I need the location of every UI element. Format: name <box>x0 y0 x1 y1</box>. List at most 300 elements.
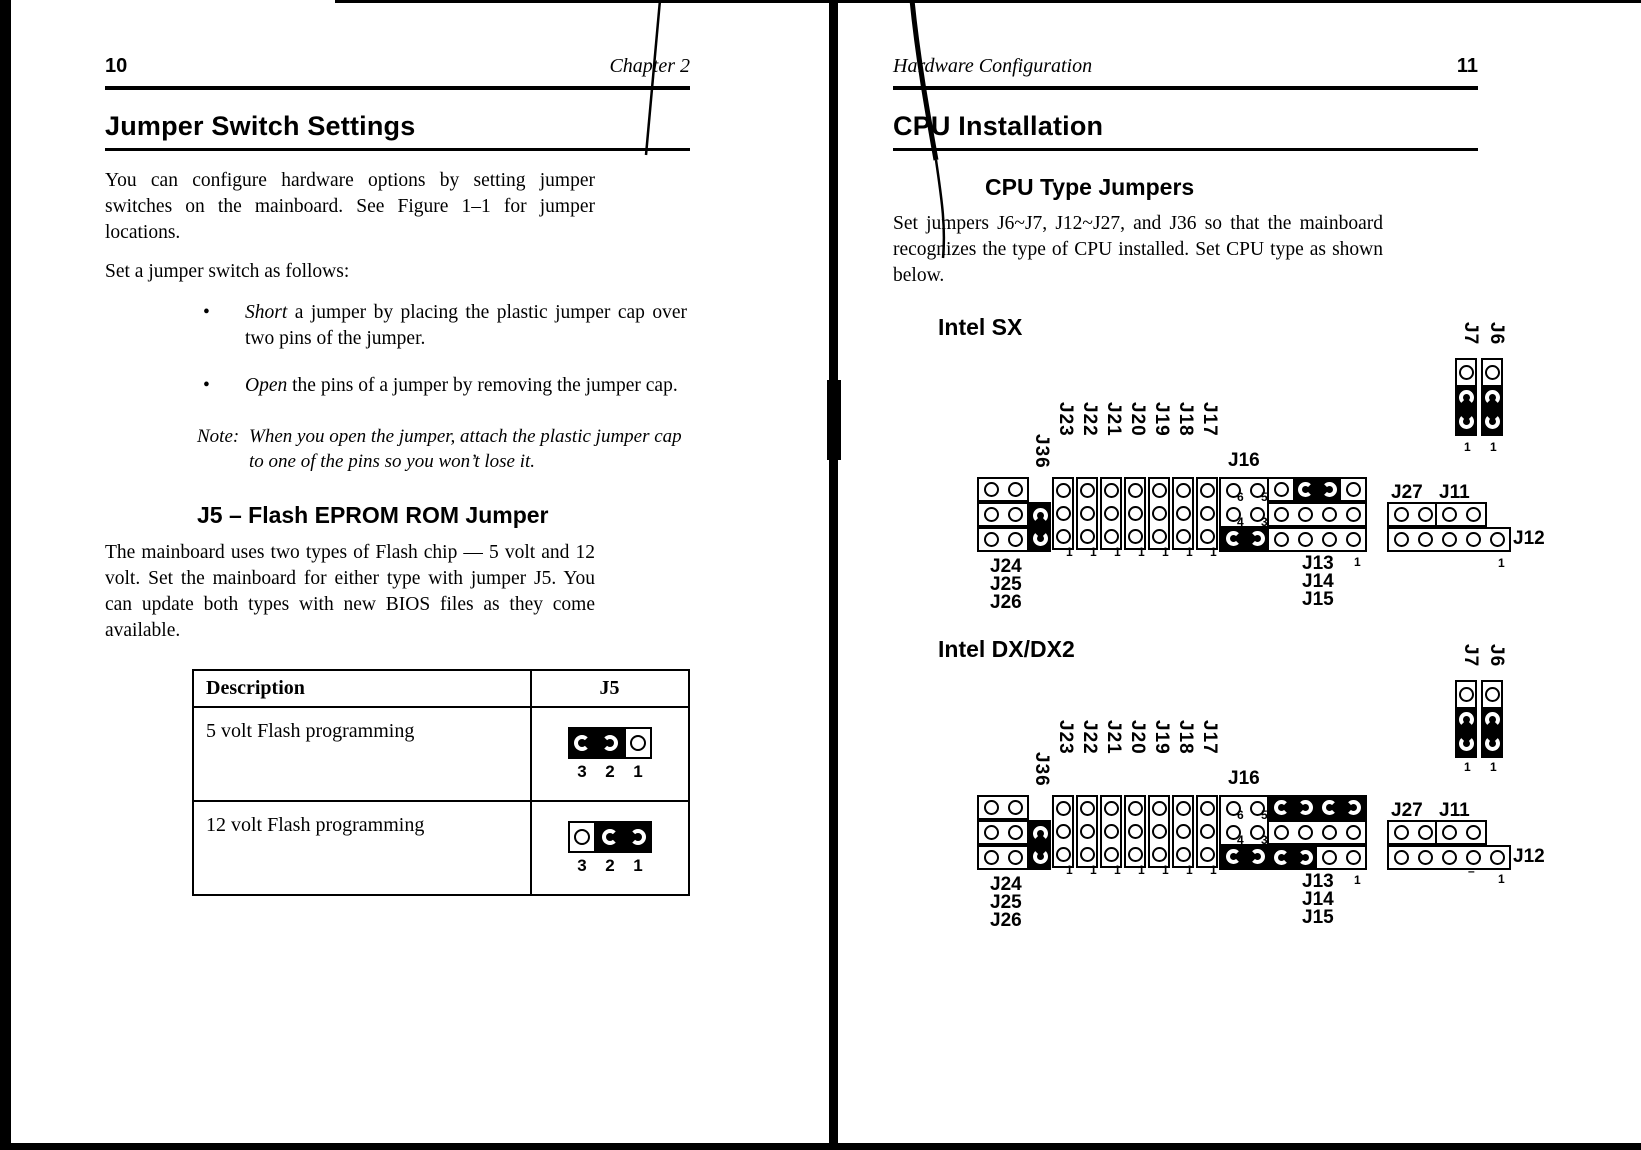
pin-marker-1-dx: 1 <box>1138 863 1145 877</box>
jumper-pin-open <box>1008 850 1023 865</box>
pin-marker-1-dx: 1 <box>1114 863 1121 877</box>
pin-marker-1-sx: 1 <box>1138 545 1145 559</box>
jumper-block-J19-sx <box>1148 477 1170 550</box>
jumper-label-J20-sx: J20 <box>1127 402 1148 437</box>
jumper-pin-open <box>1442 850 1457 865</box>
table-header-row <box>193 670 689 707</box>
jumper-pin-open <box>984 482 999 497</box>
jumper-block-J26-sx <box>977 527 1029 552</box>
pin-marker-3-sx: 3 <box>1261 515 1268 529</box>
jumper-pin-open <box>1152 506 1167 521</box>
jumper-pin-open <box>1080 506 1095 521</box>
jumper-pin-open <box>1466 532 1481 547</box>
jumper-block-J24-sx <box>977 477 1029 502</box>
jumper-graphic <box>568 821 652 853</box>
jumper-cell-cap <box>1293 479 1317 500</box>
pin-marker-–-dx: – <box>1468 864 1475 878</box>
header-rule <box>893 86 1478 90</box>
j5-settings-table <box>192 669 690 896</box>
jumper-label-J19-sx: J19 <box>1151 402 1172 437</box>
jumper-pin-open <box>984 825 999 840</box>
jumper-block-J21-dx <box>1100 795 1122 868</box>
jumper-block-J23-sx <box>1052 477 1074 550</box>
row-description: 5 volt Flash programming <box>193 707 531 801</box>
pin-number: 2 <box>605 761 615 781</box>
jumper-label-J27-sx: J27 <box>1391 482 1423 503</box>
jumper-label-J11-dx: J11 <box>1439 800 1470 821</box>
jumper-pin-open <box>1080 847 1095 862</box>
jumper-pin-open <box>1418 825 1433 840</box>
jumper-pin-open <box>1418 850 1433 865</box>
row-jumper-cell <box>531 801 689 895</box>
pin-numbers <box>533 762 687 782</box>
jumper-cell-open <box>1078 502 1096 525</box>
jumper-cell-open <box>1457 682 1475 707</box>
jumper-block-J17-sx <box>1196 477 1218 550</box>
jumper-pin-open <box>1008 532 1023 547</box>
pin-marker-1-dx: 1 <box>1354 873 1361 887</box>
jumper-label-J7-sx: J7 <box>1460 322 1481 346</box>
jumper-cell-open <box>1174 502 1192 525</box>
jumper-cell-cap <box>1245 844 1269 868</box>
jumper-pin-open <box>1322 507 1337 522</box>
jumper-cap-pin <box>630 829 646 845</box>
jumper-cell-open <box>1198 820 1216 843</box>
bullet-text: Short a jumper by placing the plastic jumper cap over two pins of the jumper. <box>245 302 687 349</box>
jumper-cell-open <box>1269 479 1293 500</box>
jumper-cell-open <box>1437 822 1461 843</box>
jumper-pin-open <box>1080 483 1095 498</box>
jumper-label-J24-sx: J24 <box>990 556 1022 577</box>
table-row <box>193 801 689 895</box>
jumper-cell-open <box>1437 504 1461 525</box>
bullet-text: Open the pins of a jumper by removing the jumper cap. <box>245 375 678 396</box>
jumper-cap-pin <box>1298 800 1313 815</box>
jumper-block-J25-dx <box>977 820 1029 845</box>
jumper-block-J12-sx <box>1387 527 1511 552</box>
jumper-pin-open <box>1104 529 1119 544</box>
jumper-pin-open <box>1346 532 1361 547</box>
jumper-block-J18-sx <box>1172 477 1194 550</box>
pin-marker-1-sx: 1 <box>1354 555 1361 569</box>
jumper-pin-open <box>1080 824 1095 839</box>
row-jumper-cell <box>531 707 689 801</box>
jumper-label-J14-dx: J14 <box>1302 889 1334 910</box>
page-left <box>105 55 690 896</box>
jumper-pin-open <box>1322 532 1337 547</box>
jumper-cap-pin <box>602 735 618 751</box>
chapter-label: Chapter 2 <box>609 55 690 77</box>
jumper-cell-open <box>1102 797 1120 820</box>
jumper-label-J16-dx: J16 <box>1228 768 1260 789</box>
jumper-label-J27-dx: J27 <box>1391 800 1423 821</box>
jumper-label-J24-dx: J24 <box>990 874 1022 895</box>
jumper-pin-open <box>1418 507 1433 522</box>
jumper-cell-open <box>1003 847 1027 868</box>
jumper-pin-open <box>1490 850 1505 865</box>
jumper-cell-cap <box>624 821 652 853</box>
jumper-cap-pin <box>1298 850 1313 865</box>
jumper-pin-open <box>984 800 999 815</box>
jumper-pin-open <box>1080 801 1095 816</box>
pin-marker-1-sx: 1 <box>1464 440 1471 454</box>
jumper-cell-open <box>1054 820 1072 843</box>
pin-marker-1-dx: 1 <box>1498 872 1505 886</box>
jumper-cell-open <box>1269 504 1293 525</box>
scan-edge-top <box>335 0 1641 3</box>
pin-marker-1-dx: 1 <box>1186 863 1193 877</box>
page-number: 11 <box>1456 55 1478 77</box>
jumper-label-J36-dx: J36 <box>1031 752 1052 787</box>
jumper-cap-pin <box>1485 736 1500 751</box>
jumper-pin-open <box>1346 825 1361 840</box>
jumper-cell-cap <box>596 821 624 853</box>
jumper-label-J19-dx: J19 <box>1151 720 1172 755</box>
jumper-block-J36-dx <box>1029 820 1051 870</box>
pin-number: 3 <box>577 761 587 781</box>
jumper-cell-open <box>1054 502 1072 525</box>
jumper-pin-open <box>1080 529 1095 544</box>
jumper-cell-cap <box>1031 822 1049 845</box>
jumper-label-J18-sx: J18 <box>1175 402 1196 437</box>
jumper-cell-open <box>1150 820 1168 843</box>
page-header <box>893 55 1478 81</box>
jumper-cell-cap <box>1483 409 1501 434</box>
jumper-block-J6-dx <box>1481 680 1503 758</box>
jumper-label-J17-sx: J17 <box>1199 402 1220 437</box>
jumper-pin-open <box>1394 532 1409 547</box>
pin-marker-6-sx: 6 <box>1237 490 1244 504</box>
jumper-cell-cap <box>1457 731 1475 756</box>
jumper-cell-open <box>1078 479 1096 502</box>
jumper-pin-open <box>1008 482 1023 497</box>
jumper-cell-open <box>979 504 1003 525</box>
jumper-label-J26-dx: J26 <box>990 910 1022 931</box>
jumper-pin-open <box>1056 847 1071 862</box>
jumper-label-J6-sx: J6 <box>1486 322 1507 346</box>
page-header <box>105 55 690 81</box>
jumper-cap-pin <box>574 735 590 751</box>
jumper-pin-open <box>984 507 999 522</box>
jumper-label-J22-dx: J22 <box>1079 720 1100 755</box>
jumper-label-J26-sx: J26 <box>990 592 1022 613</box>
jumper-cap-pin <box>1298 482 1313 497</box>
jumper-pin-open <box>1128 801 1143 816</box>
jumper-cell-open <box>1413 529 1437 550</box>
jumper-cell-open <box>979 797 1003 818</box>
jumper-cell-cap <box>1293 847 1317 868</box>
title-rule <box>893 148 1478 152</box>
jumper-cell-open <box>1126 502 1144 525</box>
jumper-label-J13-sx: J13 <box>1302 553 1334 574</box>
jumper-cell-open <box>1150 479 1168 502</box>
jumper-label-J36-sx: J36 <box>1031 434 1052 469</box>
jumper-cell-open <box>1198 797 1216 820</box>
jumper-pin-open <box>1200 801 1215 816</box>
jumper-block-J15-sx <box>1267 527 1367 552</box>
header-rule <box>105 86 690 90</box>
pin-numbers <box>533 856 687 876</box>
jumper-block-J6-sx <box>1481 358 1503 436</box>
jumper-label-J20-dx: J20 <box>1127 720 1148 755</box>
jumper-pin-open <box>630 735 646 751</box>
page-title: Jumper Switch Settings <box>105 110 416 141</box>
jumper-cell-cap <box>1483 731 1501 756</box>
jumper-cell-open <box>1341 504 1365 525</box>
pin-marker-4-dx: 4 <box>1237 833 1244 847</box>
jumper-cell-cap <box>1221 526 1245 550</box>
scan-edge-bottom <box>0 1143 1641 1150</box>
jumper-cell-open <box>1413 847 1437 868</box>
jumper-cell-open <box>1003 479 1027 500</box>
jumper-pin-open <box>1274 482 1289 497</box>
jumper-pin-open <box>1128 824 1143 839</box>
jumper-block-J7-sx <box>1455 358 1477 436</box>
jumper-graphic <box>568 727 652 759</box>
jumper-pin-open <box>1008 507 1023 522</box>
jumper-cap-pin <box>1459 736 1474 751</box>
pin-marker-1-sx: 1 <box>1498 556 1505 570</box>
jumper-cell-open <box>1126 479 1144 502</box>
row-description: 12 volt Flash programming <box>193 801 531 895</box>
jumper-label-J7-dx: J7 <box>1460 644 1481 668</box>
title-rule <box>105 148 690 152</box>
table-row <box>193 707 689 801</box>
column-header-description: Description <box>193 670 531 707</box>
jumper-block-J22-dx <box>1076 795 1098 868</box>
paragraph: You can configure hardware options by setting jumper switches on the mainboard. See Figure 1–1 for jumper locations. <box>105 170 595 243</box>
jumper-cell-open <box>1102 820 1120 843</box>
jumper-cell-cap <box>1317 479 1341 500</box>
jumper-cell-open <box>1483 360 1501 385</box>
jumper-cell-open <box>1269 822 1293 843</box>
jumper-pin-open <box>1466 825 1481 840</box>
jumper-pin-open <box>1485 365 1500 380</box>
jumper-block-J36-sx <box>1029 502 1051 552</box>
jumper-cell-open <box>1102 502 1120 525</box>
jumper-cell-open <box>1126 797 1144 820</box>
jumper-cell-open <box>1341 529 1365 550</box>
jumper-pin-open <box>1442 507 1457 522</box>
jumper-cell-open <box>1150 797 1168 820</box>
jumper-pin-open <box>1346 507 1361 522</box>
jumper-cell-open <box>1437 529 1461 550</box>
jumper-cell-open <box>979 479 1003 500</box>
jumper-pin-open <box>1298 532 1313 547</box>
jumper-pin-open <box>1394 825 1409 840</box>
jumper-cell-open <box>1483 682 1501 707</box>
jumper-label-J13-dx: J13 <box>1302 871 1334 892</box>
jumper-pin-open <box>1056 529 1071 544</box>
pin-marker-1-sx: 1 <box>1490 440 1497 454</box>
jumper-cap-pin <box>1274 800 1289 815</box>
jumper-cell-open <box>1126 820 1144 843</box>
pin-marker-5-sx: 5 <box>1261 490 1268 504</box>
jumper-pin-open <box>1128 847 1143 862</box>
jumper-cell-open <box>1293 822 1317 843</box>
jumper-cap-pin <box>1226 531 1241 546</box>
pin-marker-1-sx: 1 <box>1162 545 1169 559</box>
jumper-cell-open <box>1485 529 1509 550</box>
jumper-pin-open <box>1176 506 1191 521</box>
jumper-cell-cap <box>1031 845 1049 868</box>
jumper-cap-pin <box>1485 390 1500 405</box>
jumper-cap-pin <box>1033 531 1048 546</box>
jumper-cap-pin <box>1485 414 1500 429</box>
pin-marker-6-dx: 6 <box>1237 808 1244 822</box>
jumper-cell-open <box>1054 479 1072 502</box>
jumper-pin-open <box>1274 532 1289 547</box>
jumper-cell-open <box>1389 822 1413 843</box>
jumper-cell-open <box>1269 529 1293 550</box>
pin-marker-1-dx: 1 <box>1490 760 1497 774</box>
bullet-item <box>197 373 687 399</box>
jumper-block-J13-sx <box>1267 477 1367 502</box>
jumper-block-J20-sx <box>1124 477 1146 550</box>
jumper-block-J13-dx <box>1267 795 1367 820</box>
jumper-pin-open <box>1056 824 1071 839</box>
paragraph: The mainboard uses two types of Flash chip — 5 volt and 12 volt. Set the mainboard for either type with jumper J5. You can update both types with new BIOS files as they come available. <box>105 542 595 641</box>
jumper-pin-open <box>1298 507 1313 522</box>
jumper-pin-open <box>1104 506 1119 521</box>
jumper-block-J20-dx <box>1124 795 1146 868</box>
jumper-block-J26-dx <box>977 845 1029 870</box>
jumper-cell-cap <box>1269 797 1293 818</box>
paragraph: Set jumpers J6~J7, J12~J27, and J36 so that the mainboard recognizes the type of CPU installed. Set CPU type as shown below. <box>893 213 1383 286</box>
jumper-cell-cap <box>1269 847 1293 868</box>
jumper-label-J17-dx: J17 <box>1199 720 1220 755</box>
jumper-cell-open <box>1078 820 1096 843</box>
jumper-pin-open <box>1466 507 1481 522</box>
paragraph: Set a jumper switch as follows: <box>105 261 350 282</box>
jumper-pin-open <box>1322 850 1337 865</box>
jumper-block-J14-sx <box>1267 502 1367 527</box>
pin-number: 1 <box>633 855 643 875</box>
note <box>197 424 689 474</box>
jumper-cell-open <box>624 727 652 759</box>
jumper-cell-open <box>1150 502 1168 525</box>
jumper-cell-open <box>1198 502 1216 525</box>
jumper-pin-open <box>1346 482 1361 497</box>
jumper-cell-open <box>979 822 1003 843</box>
jumper-label-J14-sx: J14 <box>1302 571 1334 592</box>
jumper-label-J12-sx: J12 <box>1513 528 1545 549</box>
jumper-label-J18-dx: J18 <box>1175 720 1196 755</box>
jumper-label-J23-dx: J23 <box>1055 720 1076 755</box>
note-label: Note: <box>197 426 240 447</box>
jumper-pin-open <box>1056 801 1071 816</box>
jumper-cell-open <box>1317 847 1341 868</box>
jumper-pin-open <box>1459 687 1474 702</box>
jumper-pin-open <box>1056 506 1071 521</box>
jumper-cell-cap <box>1245 526 1269 550</box>
page-right <box>893 55 1478 289</box>
jumper-pin-open <box>1176 483 1191 498</box>
jumper-pin-open <box>1200 847 1215 862</box>
jumper-block-J19-dx <box>1148 795 1170 868</box>
jumper-pin-open <box>1176 801 1191 816</box>
jumper-cell-open <box>1461 504 1485 525</box>
jumper-cell-open <box>568 821 596 853</box>
pin-marker-1-sx: 1 <box>1186 545 1193 559</box>
jumper-cell-open <box>1054 797 1072 820</box>
jumper-cap-pin <box>1459 414 1474 429</box>
scan-edge-left <box>0 0 11 1150</box>
jumper-label-J15-dx: J15 <box>1302 907 1334 928</box>
pin-marker-1-dx: 1 <box>1090 863 1097 877</box>
jumper-pin-open <box>984 532 999 547</box>
jumper-cell-open <box>1461 822 1485 843</box>
jumper-label-J6-dx: J6 <box>1486 644 1507 668</box>
pin-number: 2 <box>605 855 615 875</box>
jumper-block-J23-dx <box>1052 795 1074 868</box>
diagram-heading-sx: Intel SX <box>938 314 1023 340</box>
running-title: Hardware Configuration <box>893 55 1093 77</box>
jumper-pin-open <box>1200 529 1215 544</box>
jumper-cell-open <box>1174 820 1192 843</box>
jumper-cell-open <box>1003 504 1027 525</box>
jumper-pin-open <box>1152 824 1167 839</box>
jumper-cap-pin <box>1459 712 1474 727</box>
jumper-label-J11-sx: J11 <box>1439 482 1470 503</box>
jumper-pin-open <box>1176 529 1191 544</box>
jumper-cell-cap <box>568 727 596 759</box>
pin-marker-1-sx: 1 <box>1066 545 1073 559</box>
jumper-pin-open <box>1104 483 1119 498</box>
jumper-cell-cap <box>1457 409 1475 434</box>
jumper-cell-cap <box>1483 385 1501 410</box>
jumper-block-J18-dx <box>1172 795 1194 868</box>
jumper-cell-open <box>1389 529 1413 550</box>
jumper-pin-open <box>984 850 999 865</box>
jumper-cell-open <box>1293 504 1317 525</box>
jumper-block-J15-dx <box>1267 845 1367 870</box>
jumper-cell-open <box>979 529 1003 550</box>
jumper-pin-open <box>1008 800 1023 815</box>
jumper-label-J21-sx: J21 <box>1103 402 1124 437</box>
jumper-label-J23-sx: J23 <box>1055 402 1076 437</box>
jumper-block-J22-sx <box>1076 477 1098 550</box>
jumper-cap-pin <box>1346 800 1361 815</box>
bullet-item <box>197 300 687 352</box>
jumper-cell-open <box>1485 847 1509 868</box>
jumper-cell-cap <box>596 727 624 759</box>
jumper-pin-open <box>1274 507 1289 522</box>
jumper-pin-open <box>1490 532 1505 547</box>
jumper-pin-open <box>1274 825 1289 840</box>
pin-marker-1-dx: 1 <box>1066 863 1073 877</box>
jumper-cell-open <box>1174 797 1192 820</box>
pin-marker-5-dx: 5 <box>1261 808 1268 822</box>
jumper-cell-open <box>1078 797 1096 820</box>
jumper-cell-open <box>1341 479 1365 500</box>
jumper-pin-open <box>1176 824 1191 839</box>
jumper-pin-open <box>1152 529 1167 544</box>
jumper-block-J11-dx <box>1435 820 1487 845</box>
jumper-pin-open <box>1128 483 1143 498</box>
jumper-label-J25-dx: J25 <box>990 892 1022 913</box>
jumper-cell-cap <box>1483 707 1501 732</box>
jumper-pin-open <box>1346 850 1361 865</box>
bullet-marker: • <box>203 375 210 396</box>
jumper-diagram-12v <box>533 821 687 876</box>
jumper-pin-open <box>1128 506 1143 521</box>
book-spine-shadow <box>829 0 838 1150</box>
jumper-cell-open <box>1413 504 1437 525</box>
jumper-cell-open <box>1413 822 1437 843</box>
jumper-block-J27-dx <box>1387 820 1439 845</box>
jumper-cap-pin <box>1274 850 1289 865</box>
